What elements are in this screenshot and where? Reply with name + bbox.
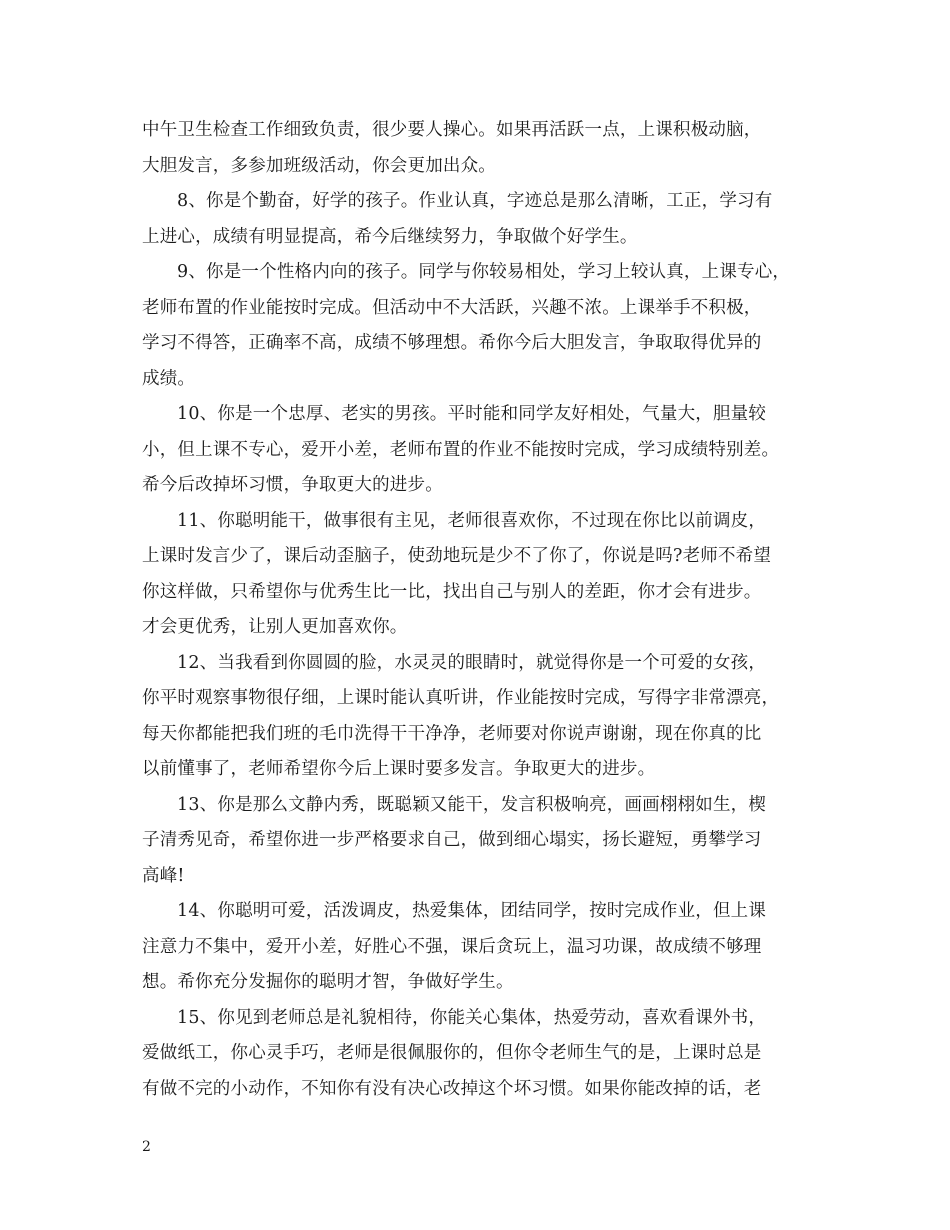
text-line: 你这样做，只希望你与优秀生比一比，找出自己与别人的差距，你才会有进步。 xyxy=(142,581,762,602)
text-line: 上进心，成绩有明显提高，希今后继续努力，争取做个好学生。 xyxy=(142,226,638,247)
text-line: 老师布置的作业能按时完成。但活动中不大活跃，兴趣不浓。上课举手不积极， xyxy=(142,297,762,318)
text-line: 有做不完的小动作，不知你有没有决心改掉这个坏习惯。如果你能改掉的话，老 xyxy=(142,1078,762,1099)
document-body xyxy=(142,113,814,1107)
text-line: 高峰! xyxy=(142,865,185,886)
text-line: 才会更优秀，让别人更加喜欢你。 xyxy=(142,617,408,637)
text-line: 14、你聪明可爱，活泼调皮，热爱集体，团结同学，按时完成作业，但上课 xyxy=(177,901,767,921)
text-line: 中午卫生检查工作细致负责，很少要人操心。如果再活跃一点，上课积极动脑， xyxy=(142,120,762,140)
text-line: 成绩。 xyxy=(142,368,196,389)
text-line: 8、你是个勤奋，好学的孩子。作业认真，字迹总是那么清晰，工正，学习有 xyxy=(177,191,773,211)
text-line: 希今后改掉坏习惯，争取更大的进步。 xyxy=(142,475,443,495)
text-line: 注意力不集中，爱开小差，好胜心不强，课后贪玩上，温习功课，故成绩不够理 xyxy=(142,936,762,957)
text-line: 以前懂事了，老师希望你今后上课时要多发言。争取更大的进步。 xyxy=(142,759,656,779)
text-line: 你平时观察事物很仔细，上课时能认真听讲，作业能按时完成，写得字非常漂亮， xyxy=(142,688,780,708)
text-line: 12、当我看到你圆圆的脸，水灵灵的眼睛时，就觉得你是一个可爱的女孩， xyxy=(177,652,767,673)
text-line: 子清秀见奇，希望你进一步严格要求自己，做到细心塌实，扬长避短，勇攀学习 xyxy=(142,830,762,850)
text-line: 9、你是一个性格内向的孩子。同学与你较易相处，学习上较认真，上课专心， xyxy=(177,262,791,282)
text-line: 小，但上课不专心，爱开小差，老师布置的作业不能按时完成，学习成绩特别差。 xyxy=(142,439,780,460)
text-line: 10、你是一个忠厚、老实的男孩。平时能和同学友好相处，气量大，胆量较 xyxy=(177,404,767,424)
text-line: 爱做纸工，你心灵手巧，老师是很佩服你的，但你令老师生气的是，上课时总是 xyxy=(142,1043,762,1063)
text-line: 13、你是那么文静内秀，既聪颖又能干，发言积极响亮，画画栩栩如生，楔 xyxy=(177,794,767,815)
text-line: 大胆发言，多参加班级活动，你会更加出众。 xyxy=(142,155,496,176)
text-line: 上课时发言少了，课后动歪脑子，使劲地玩是少不了你了，你说是吗?老师不希望 xyxy=(142,546,772,566)
text-line: 每天你都能把我们班的毛巾洗得干干净净，老师要对你说声谢谢，现在你真的比 xyxy=(142,723,762,744)
text-line: 想。希你充分发掘你的聪明才智，争做好学生。 xyxy=(142,972,514,992)
text-line: 15、你见到老师总是礼貌相待，你能关心集体，热爱劳动，喜欢看课外书， xyxy=(177,1007,767,1028)
page-number: 2 xyxy=(142,1139,151,1155)
text-line: 11、你聪明能干，做事很有主见，老师很喜欢你，不过现在你比以前调皮， xyxy=(177,510,767,531)
text-line: 学习不得答，正确率不高，成绩不够理想。希你今后大胆发言，争取取得优异的 xyxy=(142,333,762,353)
